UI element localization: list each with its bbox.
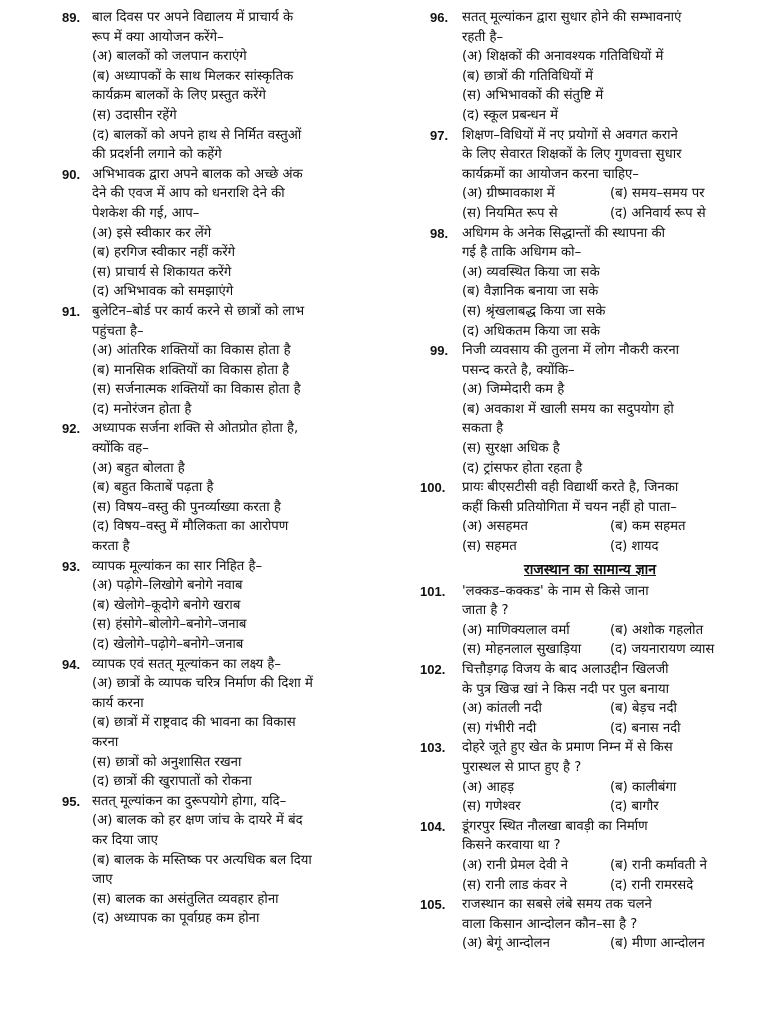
option-line: (द) स्कूल प्रबन्धन में — [462, 107, 559, 123]
question-text-line: किसने करवाया था ? — [462, 838, 561, 854]
question-93 — [62, 557, 384, 655]
option-line: (अ) इसे स्वीकार कर लेंगे — [92, 225, 212, 241]
option-row — [462, 517, 750, 537]
option-line: (ब) छात्रों की गतिविधियों में — [462, 68, 594, 84]
option-row — [462, 621, 750, 641]
option-row — [462, 699, 750, 719]
question-102 — [420, 660, 750, 738]
question-text-line: पेशकेश की गई, आप– — [92, 205, 200, 221]
left-column — [62, 8, 384, 929]
question-text-line: निजी व्यवसाय की तुलना में लोग नौकरी करना — [462, 343, 680, 359]
option-line: (अ) आंतरिक शक्तियों का विकास होता है — [92, 343, 291, 359]
option-line: (द) ट्रांसफर होता रहता है — [462, 460, 583, 476]
question-number: 97. — [430, 127, 449, 143]
right-column — [420, 8, 750, 954]
question-number: 101. — [420, 583, 446, 599]
question-90 — [62, 165, 384, 302]
question-91 — [62, 302, 384, 420]
question-94 — [62, 655, 384, 792]
option-line: (अ) व्यवस्थित किया जा सके — [462, 264, 600, 280]
question-number: 92. — [62, 421, 81, 437]
question-number: 90. — [62, 166, 81, 182]
option: (अ) बेगूं आन्दोलन — [462, 936, 550, 952]
option-line: (ब) हरगिज स्वीकार नहीं करेंगे — [92, 245, 236, 261]
option: (द) जयनारायण व्यास — [610, 642, 715, 658]
option-line: (अ) बालक को हर क्षण जांच के दायरे में बंद — [92, 813, 303, 829]
option: (द) रानी रामरसदे — [610, 877, 694, 893]
option-line: (द) बालकों को अपने हाथ से निर्मित वस्तुओं — [92, 127, 302, 143]
question-text-line: देने की एवज में आप को धनराशि देने की — [92, 186, 285, 202]
option-line: (स) सुरक्षा अधिक है — [462, 441, 560, 457]
question-97 — [430, 126, 750, 224]
option: (द) अनिवार्य रूप से — [610, 205, 706, 221]
question-number: 94. — [62, 656, 81, 672]
question-text-line: रहती है– — [462, 29, 504, 45]
option: (द) बनास नदी — [610, 720, 681, 736]
option-row — [462, 856, 750, 876]
option-line: (अ) जिम्मेदारी कम है — [462, 382, 565, 398]
option-line: (द) अधिकतम किया जा सके — [462, 323, 601, 339]
option-line: (स) सर्जनात्मक शक्तियों का विकास होता है — [92, 382, 301, 398]
option-line: जाए — [92, 872, 113, 888]
option-row — [462, 876, 750, 896]
option: (ब) बेड़च नदी — [610, 701, 677, 717]
option-line: करता है — [92, 539, 130, 555]
question-text-line: पसन्द करते है, क्योंकि– — [462, 362, 575, 378]
option-line: (अ) बालकों को जलपान कराएंगे — [92, 49, 247, 65]
option-line: (द) छात्रों की खुरापातों को रोकना — [92, 774, 252, 790]
question-text-line: गई है ताकि अधिगम को– — [462, 245, 582, 261]
option-line: की प्रदर्शनी लगाने को कहेंगे — [92, 147, 222, 163]
question-number: 104. — [420, 818, 446, 834]
option: (स) मोहनलाल सुखाड़िया — [462, 642, 582, 658]
question-text-line: बाल दिवस पर अपने विद्यालय में प्राचार्य के — [92, 10, 294, 25]
option-line: कार्यक्रम बालकों के लिए प्रस्तुत करेंगे — [92, 88, 266, 104]
question-98 — [430, 224, 750, 342]
option: (स) गणेश्वर — [462, 799, 521, 815]
option-row — [462, 640, 750, 660]
question-text-line: दोहरे जूते हुए खेत के प्रमाण निम्न में से किस — [462, 740, 673, 756]
question-text-line: डूंगरपुर स्थित नौलखा बावड़ी का निर्माण — [462, 818, 648, 834]
pedagogy-questions — [420, 8, 750, 557]
question-101 — [420, 582, 750, 660]
option-line: करना — [92, 734, 119, 750]
question-text-line: व्यापक एवं सतत् मूल्यांकन का लक्ष्य है– — [92, 656, 281, 672]
question-96 — [430, 8, 750, 126]
question-number: 98. — [430, 225, 449, 241]
option-row — [462, 934, 750, 954]
option-line: (ब) अवकाश में खाली समय का सदुपयोग हो — [462, 401, 674, 417]
option-line: (द) मनोरंजन होता है — [92, 401, 192, 417]
question-99 — [430, 341, 750, 478]
option-line: कर दिया जाए — [92, 832, 158, 848]
option-line: (ब) खेलोगे–कूदोगे बनोगे खराब — [92, 597, 241, 613]
option-line: (द) अध्यापक का पूर्वाग्रह कम होना — [92, 911, 260, 927]
section-heading-rajasthan-gk: राजस्थान का सामान्य ज्ञान — [524, 561, 656, 578]
question-number: 95. — [62, 793, 81, 809]
question-text-line: अध्यापक सर्जना शक्ति से ओतप्रोत होता है, — [92, 421, 299, 437]
question-number: 89. — [62, 10, 81, 25]
question-text-line: सतत् मूल्यांकन द्वारा सुधार होने की सम्भावनाएं — [462, 10, 682, 25]
question-text-line: जाता है ? — [462, 603, 509, 619]
question-text-line: अभिभावक द्वारा अपने बालक को अच्छे अंक — [92, 166, 303, 182]
option: (अ) असहमत — [462, 519, 528, 535]
option-line: कार्य करना — [92, 695, 144, 711]
option-row — [462, 184, 750, 204]
option: (स) नियमित रूप से — [462, 205, 558, 221]
option: (द) शायद — [610, 539, 659, 555]
question-95 — [62, 792, 384, 929]
question-number: 105. — [420, 897, 446, 913]
option-line: (अ) छात्रों के व्यापक चरित्र निर्माण की दिशा में — [92, 676, 313, 692]
option: (ब) समय–समय पर — [610, 186, 705, 202]
option: (ब) कालीबंगा — [610, 779, 677, 795]
option-line: (ब) छात्रों में राष्ट्रवाद की भावना का विकास — [92, 715, 296, 731]
question-text-line: वाला किसान आन्दोलन कौन–सा है ? — [462, 916, 638, 932]
question-text-line: के लिए सेवारत शिक्षकों के लिए गुणवत्ता सुधार — [462, 147, 682, 163]
option: (अ) ग्रीष्मावकाश में — [462, 186, 555, 202]
option-line: सकता है — [462, 421, 504, 437]
question-number: 93. — [62, 558, 81, 574]
option-line: (अ) पढ़ोगे–लिखोगे बनोगे नवाब — [92, 578, 243, 594]
question-number: 96. — [430, 10, 449, 25]
option-line: (ब) बालक के मस्तिष्क पर अत्यधिक बल दिया — [92, 852, 312, 868]
option: (ब) अशोक गहलोत — [610, 622, 704, 638]
question-text-line: रूप में क्या आयोजन करेंगे– — [92, 29, 224, 45]
question-100 — [420, 478, 750, 556]
option: (ब) कम सहमत — [610, 519, 686, 535]
option: (अ) माणिक्यलाल वर्मा — [462, 622, 570, 638]
question-text-line: पहुंचता है– — [92, 323, 144, 339]
option-line: (द) विषय–वस्तु में मौलिकता का आरोपण — [92, 519, 289, 535]
option: (द) बागौर — [610, 799, 659, 815]
question-text-line: शिक्षण–विधियों में नए प्रयोगों से अवगत कराने — [462, 127, 678, 143]
question-text-line: 'लक्कड–कक्कड' के नाम से किसे जाना — [462, 583, 649, 599]
question-text-line: के पुत्र खिज्र खां ने किस नदी पर पुल बनाया — [462, 681, 670, 697]
question-text-line: सतत् मूल्यांकन का दुरूपयोगे होगा, यदि– — [92, 793, 287, 809]
question-89 — [62, 8, 384, 165]
question-number: 91. — [62, 303, 81, 319]
question-number: 102. — [420, 662, 446, 677]
option: (स) सहमत — [462, 539, 517, 555]
option-row — [462, 204, 750, 224]
option-line: (स) उदासीन रहेंगे — [92, 107, 177, 123]
option: (अ) रानी प्रेमल देवी ने — [462, 857, 569, 873]
question-text-line: कार्यक्रमों का आयोजन करना चाहिए– — [462, 166, 639, 182]
question-105 — [420, 895, 750, 954]
question-text-line: क्योंकि वह– — [92, 441, 149, 457]
question-text-line: पुरास्थल से प्राप्त हुए है ? — [462, 759, 582, 775]
option-row — [462, 537, 750, 557]
option-line: (स) अभिभावकों की संतुष्टि में — [462, 88, 604, 104]
option-line: (स) बालक का असंतुलित व्यवहार होना — [92, 891, 279, 907]
option: (अ) कांतली नदी — [462, 701, 542, 717]
option-line: (अ) बहुत बोलता है — [92, 460, 185, 476]
option-line: (स) प्राचार्य से शिकायत करेंगे — [92, 264, 232, 280]
option-row — [462, 778, 750, 798]
question-text-line: कहीं किसी प्रतियोगिता में चयन नहीं हो पाता– — [462, 499, 677, 515]
option: (स) रानी लाड कंवर ने — [462, 877, 568, 893]
question-text-line: राजस्थान का सबसे लंबे समय तक चलने — [462, 897, 652, 913]
option: (स) गंभीरी नदी — [462, 720, 537, 736]
question-text-line: व्यापक मूल्यांकन का सार निहित है– — [92, 558, 263, 574]
question-text-line: अधिगम के अनेक सिद्धान्तों की स्थापना की — [462, 225, 666, 241]
option-line: (स) विषय–वस्तु की पुनर्व्याख्या करता है — [92, 499, 281, 515]
option-line: (स) हंसोगे–बोलोगे–बनोगे–जनाब — [92, 617, 247, 633]
option-row — [462, 797, 750, 817]
question-number: 99. — [430, 343, 449, 359]
option-line: (ब) मानसिक शक्तियों का विकास होता है — [92, 362, 290, 378]
option-line: (ब) अध्यापकों के साथ मिलकर सांस्कृतिक — [92, 68, 294, 84]
question-text-line: चित्तौड़गढ़ विजय के बाद अलाउद्दीन खिलजी — [462, 662, 669, 677]
option: (अ) आहड़ — [462, 779, 515, 795]
option-line: (ब) बहुत किताबें पढ़ता है — [92, 480, 214, 496]
question-text-line: बुलेटिन–बोर्ड पर कार्य करने से छात्रों को लाभ — [92, 303, 305, 319]
question-104 — [420, 817, 750, 895]
option-line: (स) छात्रों को अनुशासित रखना — [92, 754, 242, 770]
option-line: (स) श्रृंखलाबद्ध किया जा सके — [462, 303, 606, 319]
option-line: (द) अभिभावक को समझाएंगे — [92, 284, 234, 300]
option-line: (अ) शिक्षकों की अनावश्यक गतिविधियों में — [462, 49, 664, 65]
option: (ब) मीणा आन्दोलन — [610, 936, 705, 952]
option-line: (ब) वैज्ञानिक बनाया जा सके — [462, 284, 599, 300]
question-103 — [420, 738, 750, 816]
option: (ब) रानी कर्मावती ने — [610, 857, 707, 873]
option-line: (द) खेलोगे–पढ़ोगे–बनोगे–जनाब — [92, 637, 244, 652]
question-92 — [62, 419, 384, 556]
option-row — [462, 719, 750, 739]
question-number: 100. — [420, 480, 446, 496]
question-text-line: प्रायः बीएसटीसी वही विद्यार्थी करते है, जिनका — [462, 480, 679, 496]
question-number: 103. — [420, 740, 446, 756]
rajasthan-gk-questions — [420, 582, 750, 954]
